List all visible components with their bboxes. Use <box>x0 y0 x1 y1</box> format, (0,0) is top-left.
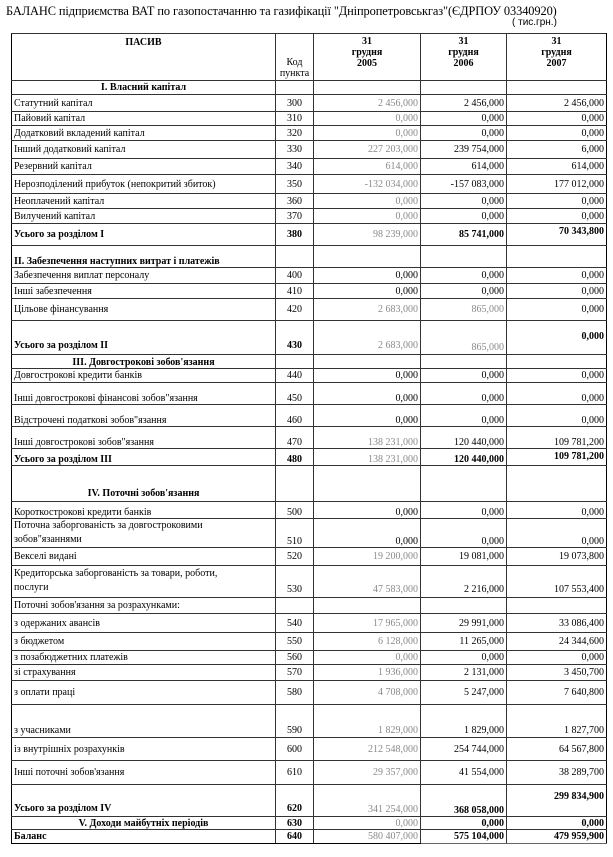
table-row <box>12 405 607 427</box>
value-2006: 254 744,000 <box>421 738 507 761</box>
header-2005-month: грудня <box>351 47 383 58</box>
row-code: 300 <box>276 95 314 112</box>
value-2007: 479 959,900 <box>507 830 607 844</box>
table-row <box>12 705 607 738</box>
value-2006: 0,000 <box>421 651 507 665</box>
value-2007: 0,000 <box>507 405 607 427</box>
table-row <box>12 519 607 548</box>
row-name: Резервний капітал <box>12 159 276 175</box>
value-2007: 0,000 <box>507 519 607 548</box>
row-name: Довгострокові кредити банків <box>12 369 276 383</box>
row-name: з учасниками <box>12 705 276 738</box>
value-2006: 0,000 <box>421 369 507 383</box>
table-header-row <box>12 34 607 81</box>
value-2007: 0,000 <box>507 112 607 126</box>
value-2007: 0,000 <box>507 126 607 141</box>
row-code: 400 <box>276 268 314 284</box>
table-row <box>12 502 607 519</box>
table-row <box>12 614 607 633</box>
section-row <box>12 817 607 830</box>
value-2007: 0,000 <box>507 651 607 665</box>
table-row <box>12 95 607 112</box>
value-2007: 0,000 <box>507 369 607 383</box>
value-2007: 109 781,200 <box>507 427 607 449</box>
row-name: з оплати праці <box>12 681 276 705</box>
value-2005: 0,000 <box>314 519 421 548</box>
value-2005: 0,000 <box>314 209 421 224</box>
value-2005: 0,000 <box>314 194 421 209</box>
row-code: 440 <box>276 369 314 383</box>
value-2005: 1 936,000 <box>314 665 421 681</box>
value-2005: 47 583,000 <box>314 566 421 598</box>
section-title: І. Власний капітал <box>12 81 276 95</box>
value-2007: 177 012,000 <box>507 175 607 194</box>
value-2005: 0,000 <box>314 369 421 383</box>
row-code: 430 <box>276 321 314 355</box>
value-2007: 2 456,000 <box>507 95 607 112</box>
value-2006: 0,000 <box>421 817 507 830</box>
value-2006: 29 991,000 <box>421 614 507 633</box>
row-name: Вилучений капітал <box>12 209 276 224</box>
row-code: 550 <box>276 633 314 651</box>
document-title: БАЛАНС підприємства ВАТ по газопостачанню та газифікації "Дніпропетровськгаз"(ЄДРПОУ 03340920) <box>6 4 557 18</box>
value-2005: 2 683,000 <box>314 299 421 321</box>
row-name: Інший додатковий капітал <box>12 141 276 159</box>
subtotal-row <box>12 321 607 355</box>
value-2006: 0,000 <box>421 209 507 224</box>
value-2006: 120 440,000 <box>421 449 507 466</box>
header-2005-year: 2005 <box>357 58 377 69</box>
row-name <box>12 519 276 548</box>
table-row <box>12 369 607 383</box>
value-2006: 0,000 <box>421 284 507 299</box>
value-2005: 17 965,000 <box>314 614 421 633</box>
table-row <box>12 112 607 126</box>
section-title: II. Забезпечення наступних витрат і платежів <box>12 246 276 268</box>
row-name: Додатковий вкладений капітал <box>12 126 276 141</box>
row-code: 570 <box>276 665 314 681</box>
header-liabilities: ПАСИВ <box>12 34 276 81</box>
table-row <box>12 126 607 141</box>
table-row <box>12 175 607 194</box>
value-2005: 580 407,000 <box>314 830 421 844</box>
value-2006: 19 081,000 <box>421 548 507 566</box>
value-2005: 212 548,000 <box>314 738 421 761</box>
section-row <box>12 81 607 95</box>
value-2006: 0,000 <box>421 268 507 284</box>
row-name: Поточні зобов'язання за розрахунками: <box>12 598 276 614</box>
value-2006: 368 058,000 <box>421 785 507 817</box>
table-row <box>12 284 607 299</box>
value-2005: 98 239,000 <box>314 224 421 246</box>
value-2007: 70 343,800 <box>507 224 607 246</box>
value-2005: 0,000 <box>314 817 421 830</box>
value-2006: 85 741,000 <box>421 224 507 246</box>
row-name: Інші довгострокові зобов"язання <box>12 427 276 449</box>
value-2005: 0,000 <box>314 502 421 519</box>
header-code <box>276 34 314 81</box>
row-name: Інші забезпечення <box>12 284 276 299</box>
header-2006 <box>421 34 507 81</box>
table-row <box>12 598 607 614</box>
table-row <box>12 665 607 681</box>
row-code: 600 <box>276 738 314 761</box>
value-2006: 614,000 <box>421 159 507 175</box>
value-2007: 19 073,800 <box>507 548 607 566</box>
row-code: 590 <box>276 705 314 738</box>
header-2007 <box>507 34 607 81</box>
value-2005: 19 200,000 <box>314 548 421 566</box>
value-2005: 2 683,000 <box>314 321 421 355</box>
row-code: 510 <box>276 519 314 548</box>
row-name: Усього за розділом І <box>12 224 276 246</box>
header-2007-day: 31 <box>551 36 562 47</box>
value-2007: 0,000 <box>507 383 607 405</box>
value-2005: 138 231,000 <box>314 427 421 449</box>
value-2006: -157 083,000 <box>421 175 507 194</box>
value-2007: 0,000 <box>507 194 607 209</box>
value-2006: 0,000 <box>421 519 507 548</box>
balance-table <box>11 33 607 844</box>
value-2005: 0,000 <box>314 126 421 141</box>
table-row <box>12 209 607 224</box>
value-2007: 0,000 <box>507 502 607 519</box>
row-name: Усього за розділом ІІІ <box>12 449 276 466</box>
section-title: V. Доходи майбутніх періодів <box>12 817 276 830</box>
row-code: 420 <box>276 299 314 321</box>
value-2006: 0,000 <box>421 502 507 519</box>
value-2006: 1 829,000 <box>421 705 507 738</box>
section-row <box>12 466 607 502</box>
value-2007: 0,000 <box>507 209 607 224</box>
value-2007: 614,000 <box>507 159 607 175</box>
row-name: Цільове фінансування <box>12 299 276 321</box>
row-name: Короткострокові кредити банків <box>12 502 276 519</box>
value-2005: 0,000 <box>314 651 421 665</box>
section-row <box>12 246 607 268</box>
table-row <box>12 761 607 785</box>
row-code: 350 <box>276 175 314 194</box>
row-code: 310 <box>276 112 314 126</box>
row-name: Нерозподілений прибуток (непокритий збиток) <box>12 175 276 194</box>
header-code-line1: Код <box>286 57 303 68</box>
value-2006: 0,000 <box>421 383 507 405</box>
value-2007: 38 289,700 <box>507 761 607 785</box>
value-2005: 0,000 <box>314 268 421 284</box>
value-2007: 0,000 <box>507 299 607 321</box>
header-2005-day: 31 <box>362 36 372 47</box>
value-2006: 120 440,000 <box>421 427 507 449</box>
header-2007-month: грудня <box>541 47 572 58</box>
value-2006: 2 216,000 <box>421 566 507 598</box>
row-name: з позабюджетних платежів <box>12 651 276 665</box>
row-code: 630 <box>276 817 314 830</box>
section-title: IV. Поточні зобов'язання <box>12 466 276 502</box>
value-2006: 5 247,000 <box>421 681 507 705</box>
header-2007-year: 2007 <box>546 58 567 69</box>
table-row <box>12 738 607 761</box>
row-name-line2: послуги <box>14 582 49 593</box>
section-title: III. Довгострокові зобов'язання <box>12 355 276 369</box>
value-2005: -132 034,000 <box>314 175 421 194</box>
value-2005: 6 128,000 <box>314 633 421 651</box>
row-code: 560 <box>276 651 314 665</box>
value-2005: 0,000 <box>314 112 421 126</box>
row-code: 530 <box>276 566 314 598</box>
value-2005: 138 231,000 <box>314 449 421 466</box>
header-2006-day: 31 <box>458 36 469 47</box>
header-2005 <box>314 34 421 81</box>
row-name: Баланс <box>12 830 276 844</box>
table-row <box>12 651 607 665</box>
section-row <box>12 355 607 369</box>
value-2005: 614,000 <box>314 159 421 175</box>
total-row <box>12 830 607 844</box>
value-2005: 0,000 <box>314 284 421 299</box>
row-name-line1: Поточна заборгованість за довгостроковими <box>14 520 203 531</box>
row-code: 520 <box>276 548 314 566</box>
value-2006: 0,000 <box>421 194 507 209</box>
value-2006: 575 104,000 <box>421 830 507 844</box>
value-2006: 865,000 <box>421 299 507 321</box>
value-2005: 0,000 <box>314 405 421 427</box>
row-code: 480 <box>276 449 314 466</box>
row-code: 340 <box>276 159 314 175</box>
row-name: Інші довгострокові фінансові зобов"язання <box>12 383 276 405</box>
value-2007: 3 450,700 <box>507 665 607 681</box>
table-row <box>12 159 607 175</box>
row-code: 640 <box>276 830 314 844</box>
units-label: ( тис.грн.) <box>512 17 557 28</box>
table-row <box>12 548 607 566</box>
table-row <box>12 427 607 449</box>
value-2005: 29 357,000 <box>314 761 421 785</box>
value-2006: 41 554,000 <box>421 761 507 785</box>
value-2007: 6,000 <box>507 141 607 159</box>
value-2007: 7 640,800 <box>507 681 607 705</box>
row-name: Відстрочені податкові зобов"язання <box>12 405 276 427</box>
row-name: Забезпечення виплат персоналу <box>12 268 276 284</box>
row-code: 540 <box>276 614 314 633</box>
row-name: Усього за розділом IV <box>12 785 276 817</box>
row-name: Інші поточні зобов'язання <box>12 761 276 785</box>
row-code: 330 <box>276 141 314 159</box>
row-code: 500 <box>276 502 314 519</box>
value-2005: 227 203,000 <box>314 141 421 159</box>
value-2005: 4 708,000 <box>314 681 421 705</box>
subtotal-row <box>12 449 607 466</box>
value-2006: 865,000 <box>421 321 507 355</box>
value-2007: 0,000 <box>507 817 607 830</box>
row-code: 620 <box>276 785 314 817</box>
header-2006-year: 2006 <box>453 58 474 69</box>
row-name-line2: зобов"язаннями <box>14 534 82 545</box>
value-2005: 341 254,000 <box>314 785 421 817</box>
value-2007: 64 567,800 <box>507 738 607 761</box>
table-row <box>12 633 607 651</box>
row-code: 580 <box>276 681 314 705</box>
row-code: 460 <box>276 405 314 427</box>
table-row <box>12 566 607 598</box>
row-name: з одержаних авансів <box>12 614 276 633</box>
row-name: Неоплачений капітал <box>12 194 276 209</box>
table-row <box>12 194 607 209</box>
row-code: 470 <box>276 427 314 449</box>
row-name: Пайовий капітал <box>12 112 276 126</box>
table-row <box>12 268 607 284</box>
value-2007: 0,000 <box>507 268 607 284</box>
header-code-line2: пункта <box>279 68 310 79</box>
row-code: 360 <box>276 194 314 209</box>
value-2005: 2 456,000 <box>314 95 421 112</box>
value-2007: 24 344,600 <box>507 633 607 651</box>
value-2005: 0,000 <box>314 383 421 405</box>
row-name: з бюджетом <box>12 633 276 651</box>
value-2006: 0,000 <box>421 405 507 427</box>
row-name <box>12 566 276 598</box>
row-code: 380 <box>276 224 314 246</box>
value-2007: 0,000 <box>507 284 607 299</box>
row-code: 370 <box>276 209 314 224</box>
table-row <box>12 141 607 159</box>
row-name: Усього за розділом ІІ <box>12 321 276 355</box>
row-code: 610 <box>276 761 314 785</box>
row-name-line1: Кредиторська заборгованість за товари, роботи, <box>14 568 218 579</box>
table-row <box>12 299 607 321</box>
table-row <box>12 681 607 705</box>
value-2007: 0,000 <box>507 321 607 355</box>
value-2006: 11 265,000 <box>421 633 507 651</box>
row-code: 320 <box>276 126 314 141</box>
value-2007: 109 781,200 <box>507 449 607 466</box>
table-row <box>12 383 607 405</box>
value-2005: 1 829,000 <box>314 705 421 738</box>
subtotal-row <box>12 785 607 817</box>
row-name: Статутний капітал <box>12 95 276 112</box>
row-code: 410 <box>276 284 314 299</box>
value-2006: 0,000 <box>421 126 507 141</box>
value-2006: 2 456,000 <box>421 95 507 112</box>
value-2006: 239 754,000 <box>421 141 507 159</box>
header-2006-month: грудня <box>448 47 479 58</box>
value-2007: 107 553,400 <box>507 566 607 598</box>
subtotal-row <box>12 224 607 246</box>
value-2007: 1 827,700 <box>507 705 607 738</box>
value-2007: 299 834,900 <box>507 785 607 817</box>
row-name: Векселі видані <box>12 548 276 566</box>
value-2006: 0,000 <box>421 112 507 126</box>
value-2007: 33 086,400 <box>507 614 607 633</box>
value-2006: 2 131,000 <box>421 665 507 681</box>
row-name: із внутрішніх розрахунків <box>12 738 276 761</box>
row-code: 450 <box>276 383 314 405</box>
row-name: зі страхування <box>12 665 276 681</box>
